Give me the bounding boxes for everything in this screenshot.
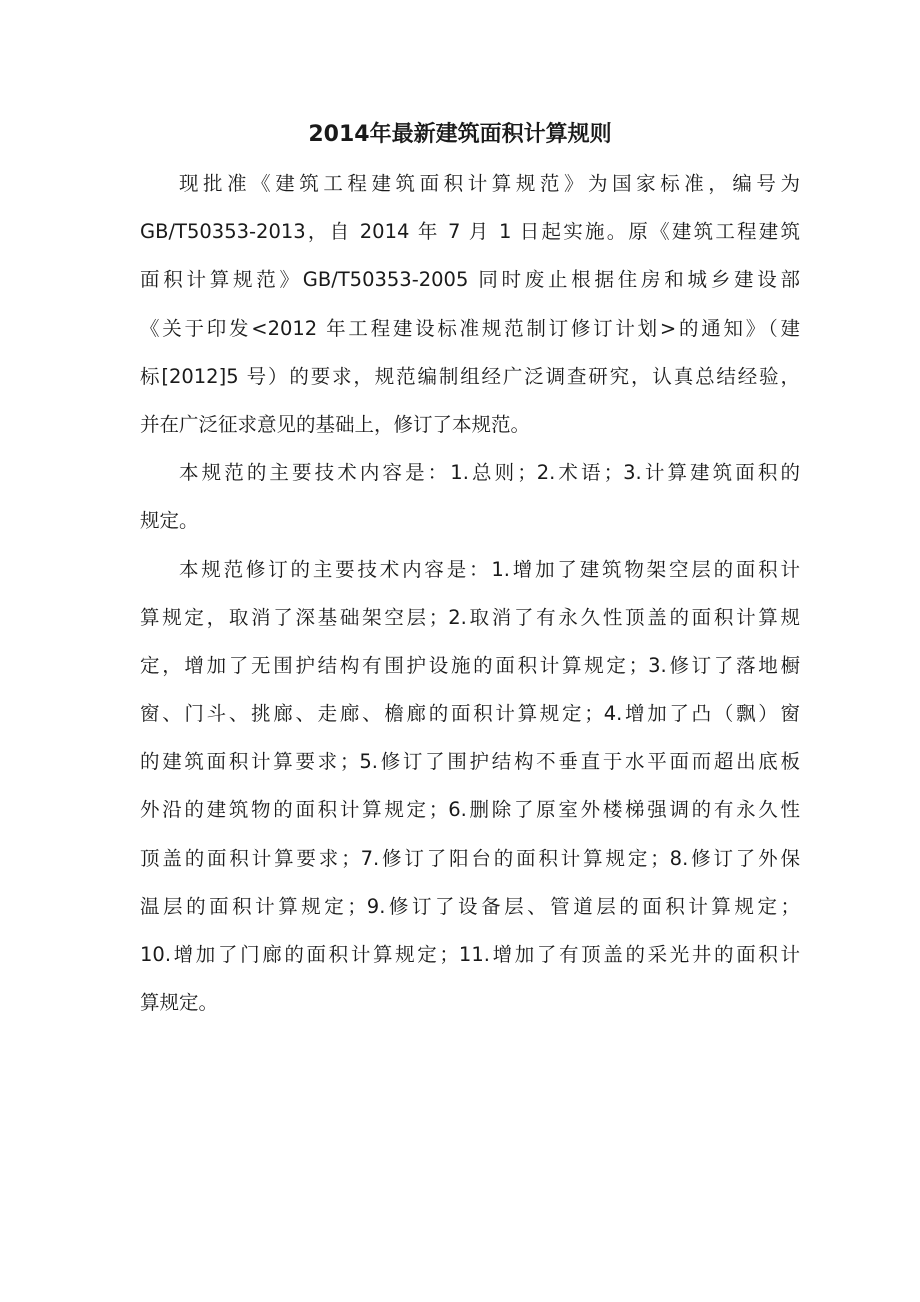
paragraph-1-line-4: 《关于印发<2012 年工程建设标准规范制订修订计划>的通知》（建: [140, 316, 800, 340]
paragraph-3-line-3: 定，增加了无围护结构有围护设施的面积计算规定；3.修订了落地橱: [140, 653, 800, 677]
paragraph-1-line-5: 标[2012]5 号）的要求，规范编制组经广泛调查研究，认真总结经验，: [140, 364, 800, 388]
document-body: [140, 164, 800, 1031]
paragraph-3-line-1: 本规范修订的主要技术内容是：1.增加了建筑物架空层的面积计: [179, 557, 800, 581]
paragraph-2-line-1: 本规范的主要技术内容是：1.总则；2.术语；3.计算建筑面积的: [179, 461, 800, 485]
paragraph-3-line-10: 算规定。: [140, 991, 219, 1015]
paragraph-1-line-2: GB/T50353-2013，自 2014 年 7 月 1 日起实施。原《建筑工程建筑: [140, 220, 800, 244]
paragraph-3-line-6: 外沿的建筑物的面积计算规定；6.删除了原室外楼梯强调的有永久性: [140, 798, 800, 822]
paragraph-3-line-7: 顶盖的面积计算要求；7.修订了阳台的面积计算规定；8.修订了外保: [140, 846, 800, 870]
paragraph-3-line-8: 温层的面积计算规定；9.修订了设备层、管道层的面积计算规定；: [140, 894, 800, 918]
paragraph-3-line-4: 窗、门斗、挑廊、走廊、檐廊的面积计算规定；4.增加了凸（飘）窗: [140, 702, 800, 726]
paragraph-2-line-2: 规定。: [140, 509, 199, 533]
paragraph-1-line-6: 并在广泛征求意见的基础上，修订了本规范。: [140, 412, 531, 436]
paragraph-3-line-5: 的建筑面积计算要求；5.修订了围护结构不垂直于水平面而超出底板: [140, 750, 800, 774]
paragraph-3-line-2: 算规定，取消了深基础架空层；2.取消了有永久性顶盖的面积计算规: [140, 605, 800, 629]
paragraph-1-line-1: 现批准《建筑工程建筑面积计算规范》为国家标准，编号为: [179, 172, 800, 195]
paragraph-3-line-9: 10.增加了门廊的面积计算规定；11.增加了有顶盖的采光井的面积计: [140, 943, 800, 966]
paragraph-1-line-3: 面积计算规范》GB/T50353-2005 同时废止根据住房和城乡建设部: [140, 268, 800, 292]
document-title: 2014年最新建筑面积计算规则: [308, 122, 612, 147]
